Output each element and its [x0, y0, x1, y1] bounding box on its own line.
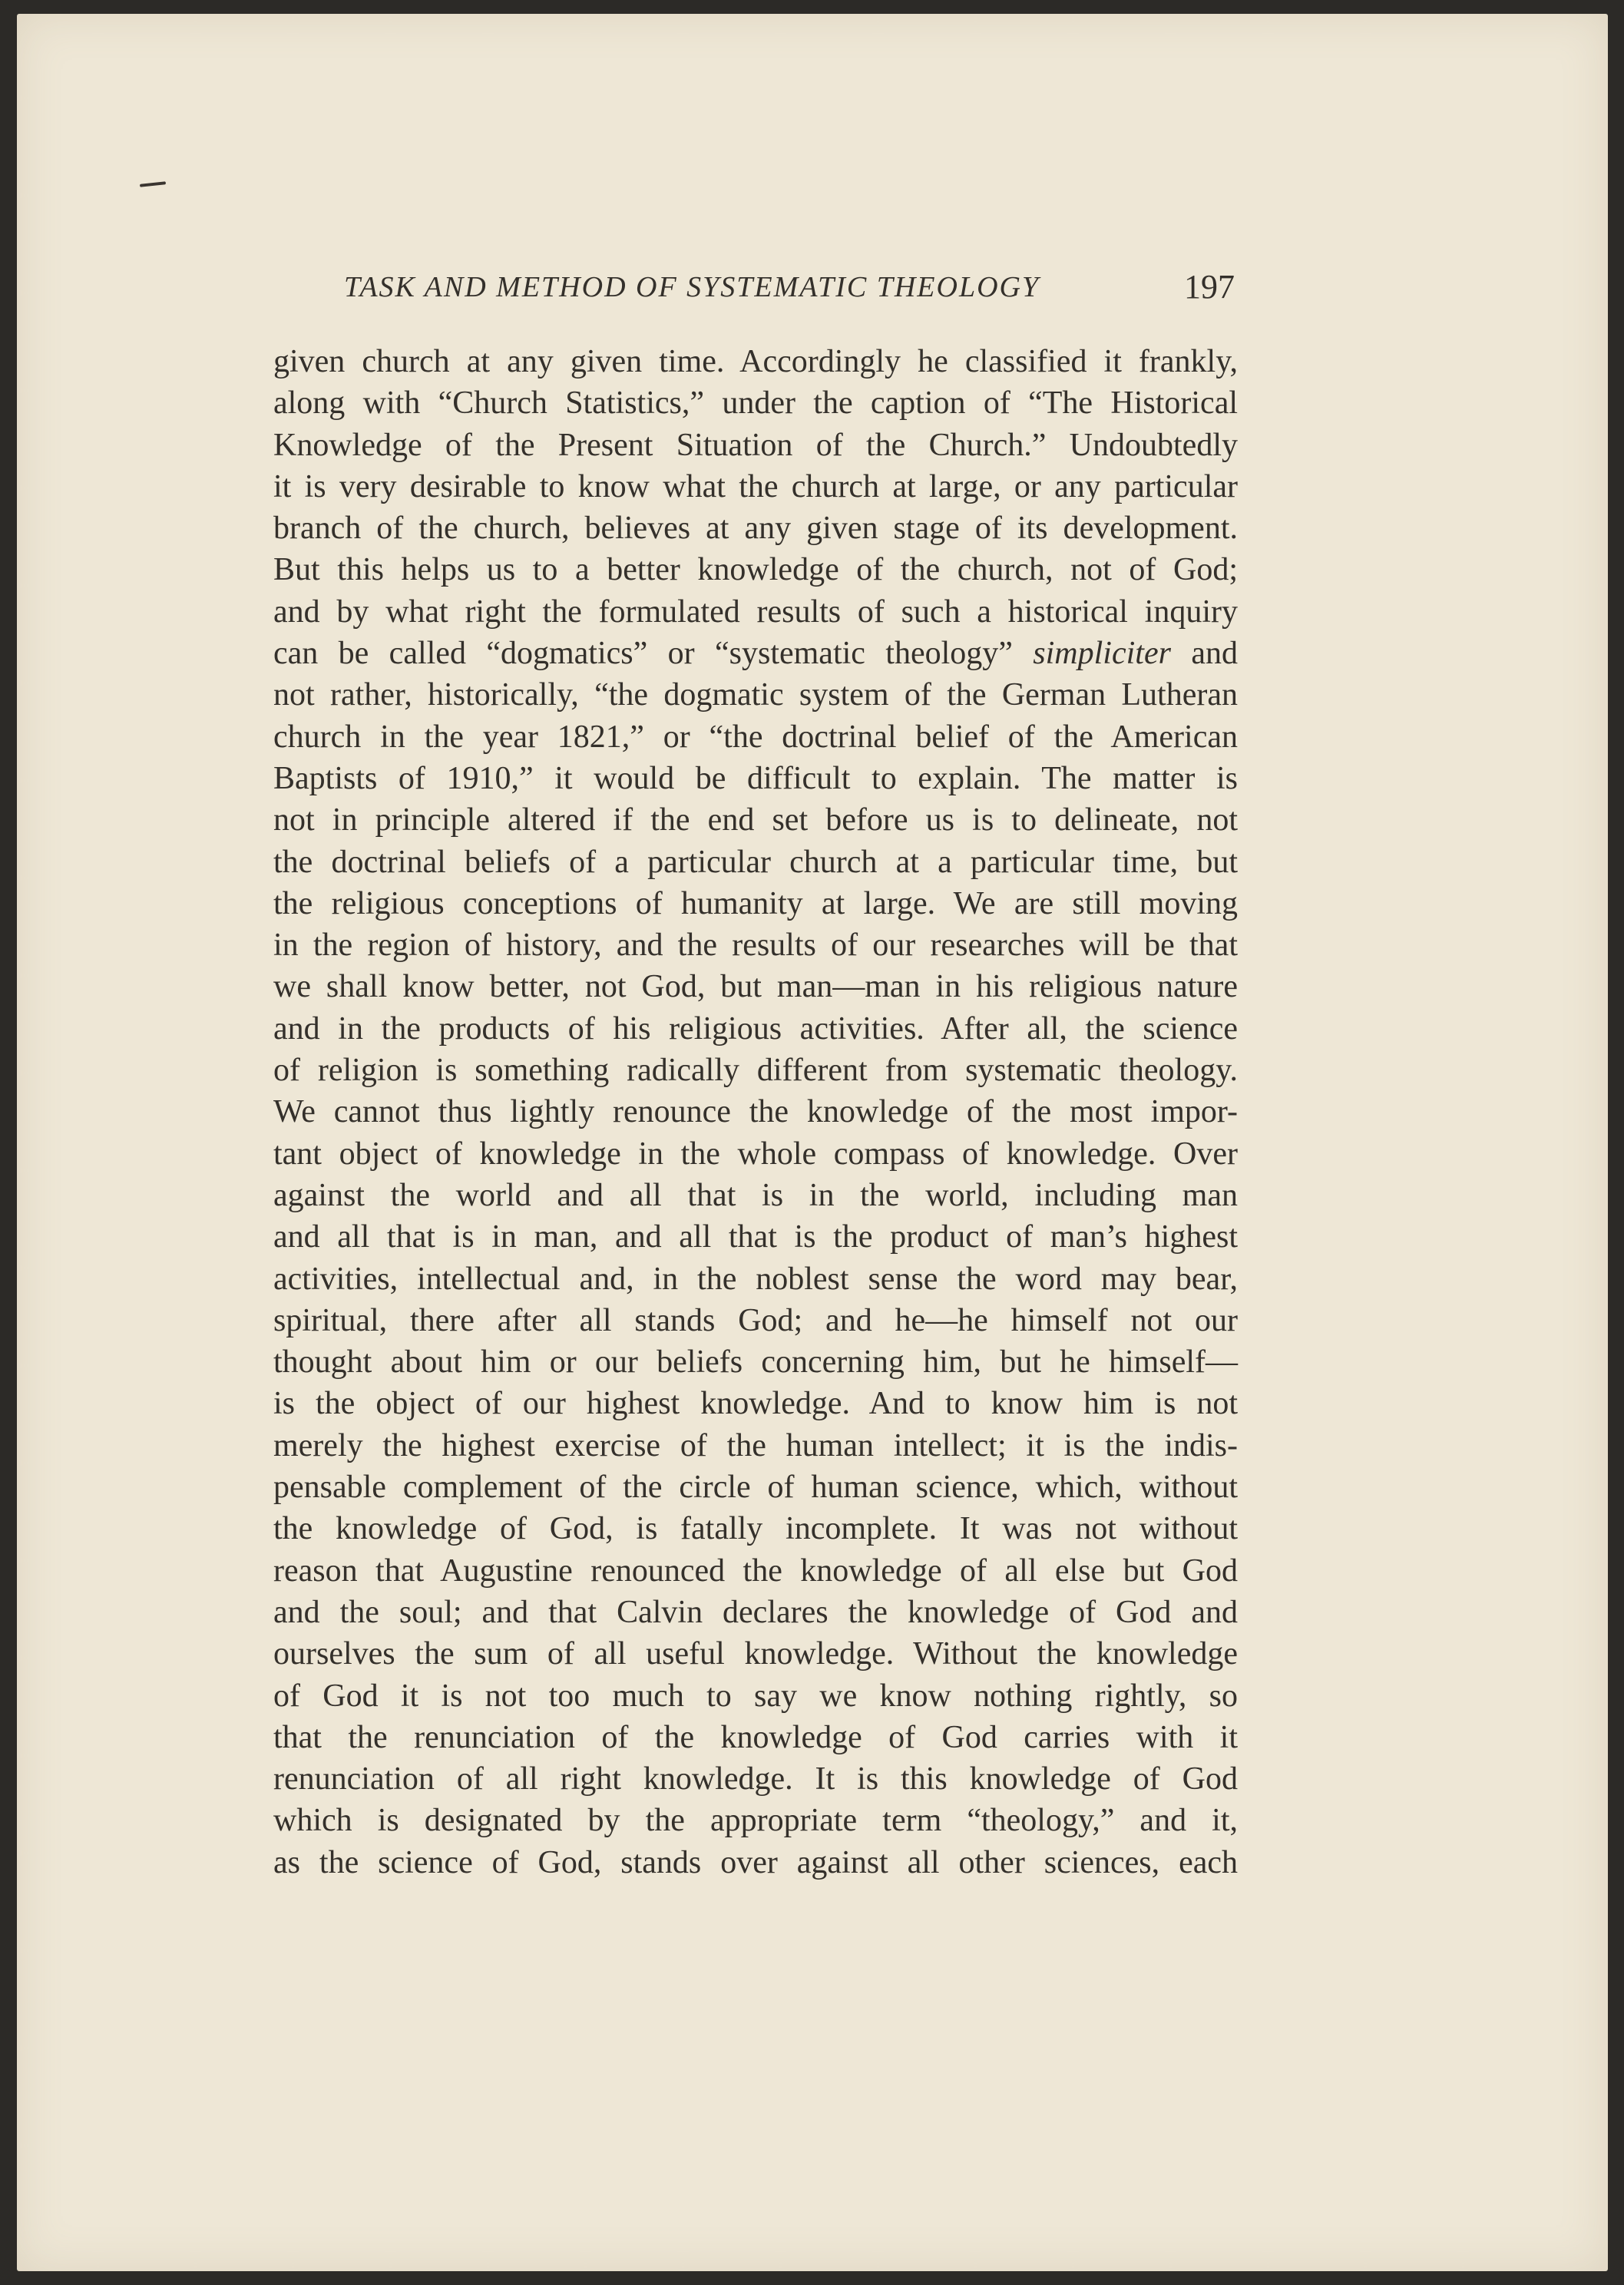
text-line: and the soul; and that Calvin declares the knowledge of God and	[273, 1594, 1238, 1630]
text-line: it is very desirable to know what the church at large, or any particular	[273, 468, 1238, 504]
text-line: against the world and all that is in the world, including man	[273, 1177, 1238, 1213]
text-line: We cannot thus lightly renounce the knowledge of the most impor-	[273, 1094, 1238, 1130]
text-line: we shall know better, not God, but man—man in his religious nature	[273, 969, 1238, 1005]
text-line: that the renunciation of the knowledge of God carries with it	[273, 1719, 1238, 1755]
text-line: But this helps us to a better knowledge of the church, not of God;	[273, 552, 1238, 588]
text-line: and all that is in man, and all that is the product of man’s highest	[273, 1219, 1238, 1255]
text-line: which is designated by the appropriate term “theology,” and it,	[273, 1803, 1238, 1839]
text-line: along with “Church Statistics,” under the caption of “The Historical	[273, 385, 1238, 422]
text-line: Baptists of 1910,” it would be difficult to explain. The matter is	[273, 760, 1238, 796]
text-line: tant object of knowledge in the whole compass of knowledge. Over	[273, 1136, 1238, 1172]
text-line: as the science of God, stands over against all other sciences, each	[273, 1844, 1238, 1880]
running-header	[344, 264, 1235, 318]
text-line: is the object of our highest knowledge. And to know him is not	[273, 1386, 1238, 1422]
text-line: of God it is not too much to say we know nothing rightly, so	[273, 1678, 1238, 1714]
ink-mark	[140, 181, 166, 187]
text-line: merely the highest exercise of the human intellect; it is the indis-	[273, 1427, 1238, 1463]
text-line: the religious conceptions of humanity at large. We are still moving	[273, 885, 1238, 921]
text-line: the knowledge of God, is fatally incomplete. It was not without	[273, 1511, 1238, 1547]
text-line: reason that Augustine renounced the knowledge of all else but God	[273, 1553, 1238, 1589]
text-line: ourselves the sum of all useful knowledge. Without the knowledge	[273, 1636, 1238, 1672]
running-title: TASK AND METHOD OF SYSTEMATIC THEOLOGY	[344, 271, 1040, 303]
italic-word: simpliciter	[1033, 636, 1171, 672]
text-line: and in the products of his religious activities. After all, the science	[273, 1010, 1238, 1047]
text-line: thought about him or our beliefs concerning him, but he himself—	[273, 1344, 1238, 1381]
text-line: renunciation of all right knowledge. It is this knowledge of God	[273, 1761, 1238, 1797]
text-line: Knowledge of the Present Situation of the Church.” Undoubtedly	[273, 427, 1238, 463]
text-line: activities, intellectual and, in the noblest sense the word may bear,	[273, 1261, 1238, 1297]
body-text	[273, 341, 1238, 1883]
text-line: pensable complement of the circle of human science, which, without	[273, 1470, 1238, 1506]
text-line: spiritual, there after all stands God; and he—he himself not our	[273, 1302, 1238, 1338]
text-line: branch of the church, believes at any given stage of its development.	[273, 511, 1238, 547]
text-line: church in the year 1821,” or “the doctrinal belief of the American	[273, 719, 1238, 755]
text-line: in the region of history, and the results of our researches will be that	[273, 928, 1238, 964]
text-line: and by what right the formulated results of such a historical inquiry	[273, 594, 1238, 630]
text-line: of religion is something radically different from systematic theology.	[273, 1053, 1238, 1089]
text-line: the doctrinal beliefs of a particular church at a particular time, but	[273, 844, 1238, 880]
page-number: 197	[1184, 268, 1235, 306]
text-line: not rather, historically, “the dogmatic system of the German Lutheran	[273, 677, 1238, 713]
text-line: given church at any given time. Accordingly he classified it frankly,	[273, 344, 1238, 379]
text-line: not in principle altered if the end set before us is to delineate, not	[273, 802, 1238, 838]
text-line: can be called “dogmatics” or “systematic theology” simpliciter and	[273, 636, 1238, 672]
